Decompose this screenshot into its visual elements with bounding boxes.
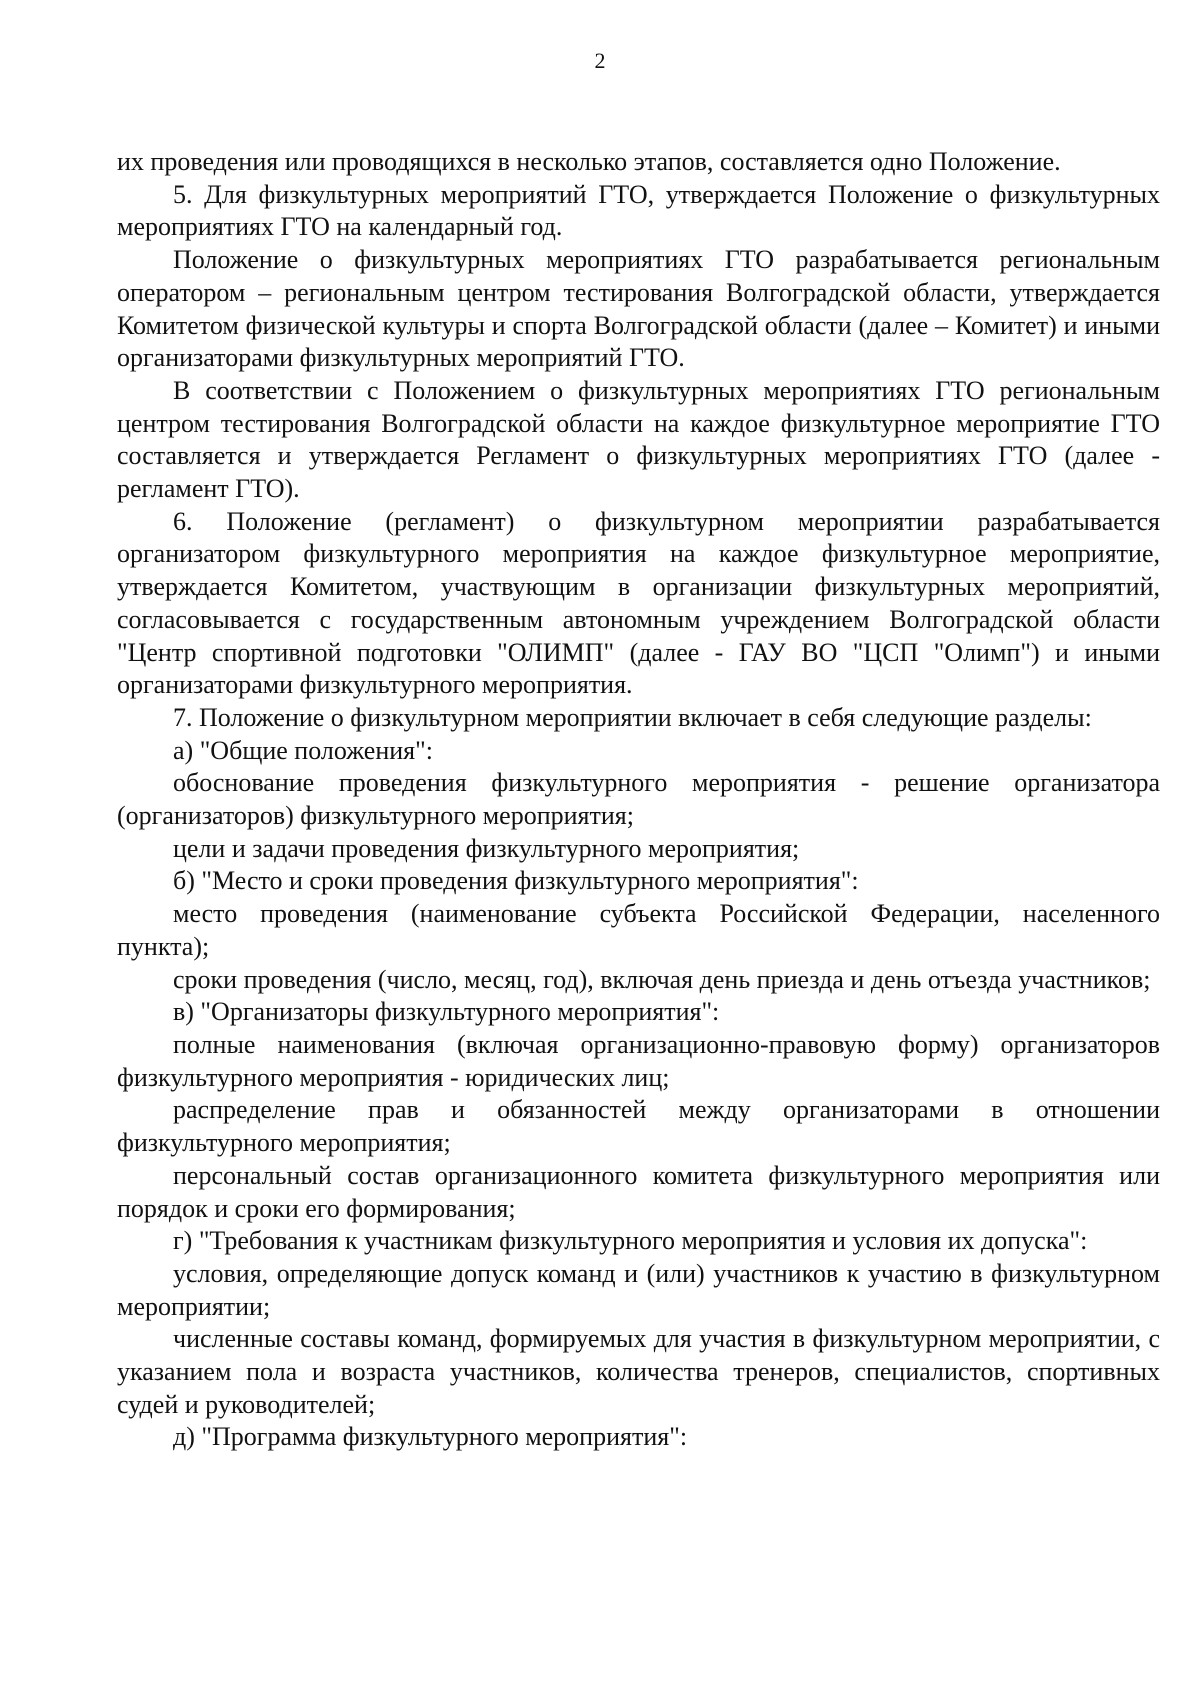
section-b-item: место проведения (наименование субъекта Российской Федерации, населенного пункта); bbox=[117, 899, 1160, 961]
section-v-item: полные наименования (включая организационно-правовую форму) организаторов физкультурного мероприятия - юридических лиц; bbox=[117, 1029, 1160, 1092]
paragraph-gto-reglament: В соответствии с Положением о физкультурных мероприятиях ГТО региональным центром тестирования Волгоградской области на каждое физкультурное мероприятие ГТО составляется и утверждается Регламент о физкультурных мероприятиях ГТО (далее - регламент ГТО). bbox=[117, 375, 1160, 504]
paragraph-item-6: 6. Положение (регламент) о физкультурном мероприятии разрабатывается организатором физкультурного мероприятия на каждое физкультурное мероприятие, утверждается Комитетом, участвующим в организации физкультурных мероприятий, согласовывается с государственным автономным учреждением Волгоградской области "Центр спортивной подготовки "ОЛИМП" (далее - ГАУ ВО "ЦСП "Олимп") и иными организаторами физкультурного мероприятия. bbox=[117, 506, 1160, 700]
section-b-heading: б) "Место и сроки проведения физкультурного мероприятия": bbox=[173, 866, 859, 896]
paragraph-gto-regulation: Положение о физкультурных мероприятиях ГТО разрабатывается региональным оператором – региональным центром тестирования Волгоградской области, утверждается Комитетом физической культуры и спорта Волгоградской области (далее – Комитет) и иными организаторами физкультурных мероприятий ГТО. bbox=[117, 245, 1160, 373]
section-v-item: персональный состав организационного комитета физкультурного мероприятия или порядок и сроки его формирования; bbox=[117, 1160, 1160, 1223]
section-v-heading: в) "Организаторы физкультурного мероприятия": bbox=[173, 997, 720, 1027]
section-g-item: численные составы команд, формируемых для участия в физкультурном мероприятии, с указанием пола и возраста участников, количества тренеров, специалистов, спортивных судей и руководителей; bbox=[117, 1324, 1160, 1419]
section-a-heading: а) "Общие положения": bbox=[173, 735, 433, 765]
paragraph-item-7: 7. Положение о физкультурном мероприятии включает в себя следующие разделы: bbox=[173, 702, 1092, 732]
document-body bbox=[117, 146, 1160, 1454]
section-g-heading: г) "Требования к участникам физкультурного мероприятия и условия их допуска": bbox=[173, 1226, 1088, 1256]
section-a-item: обоснование проведения физкультурного мероприятия - решение организатора (организаторов) физкультурного мероприятия; bbox=[117, 768, 1160, 831]
section-b-item: сроки проведения (число, месяц, год), включая день приезда и день отъезда участников; bbox=[173, 964, 1151, 994]
section-g-item: условия, определяющие допуск команд и (или) участников к участию в физкультурном мероприятии; bbox=[117, 1258, 1160, 1321]
paragraph-item-5: 5. Для физкультурных мероприятий ГТО, утверждается Положение о физкультурных мероприятиях ГТО на календарный год. bbox=[117, 179, 1160, 242]
section-d-heading: д) "Программа физкультурного мероприятия": bbox=[173, 1422, 688, 1452]
paragraph-continuation: их проведения или проводящихся в несколько этапов, составляется одно Положение. bbox=[117, 147, 1061, 176]
section-a-item: цели и задачи проведения физкультурного мероприятия; bbox=[173, 833, 800, 863]
page-number: 2 bbox=[594, 48, 606, 73]
section-v-item: распределение прав и обязанностей между организаторами в отношении физкультурного мероприятия; bbox=[117, 1095, 1160, 1158]
